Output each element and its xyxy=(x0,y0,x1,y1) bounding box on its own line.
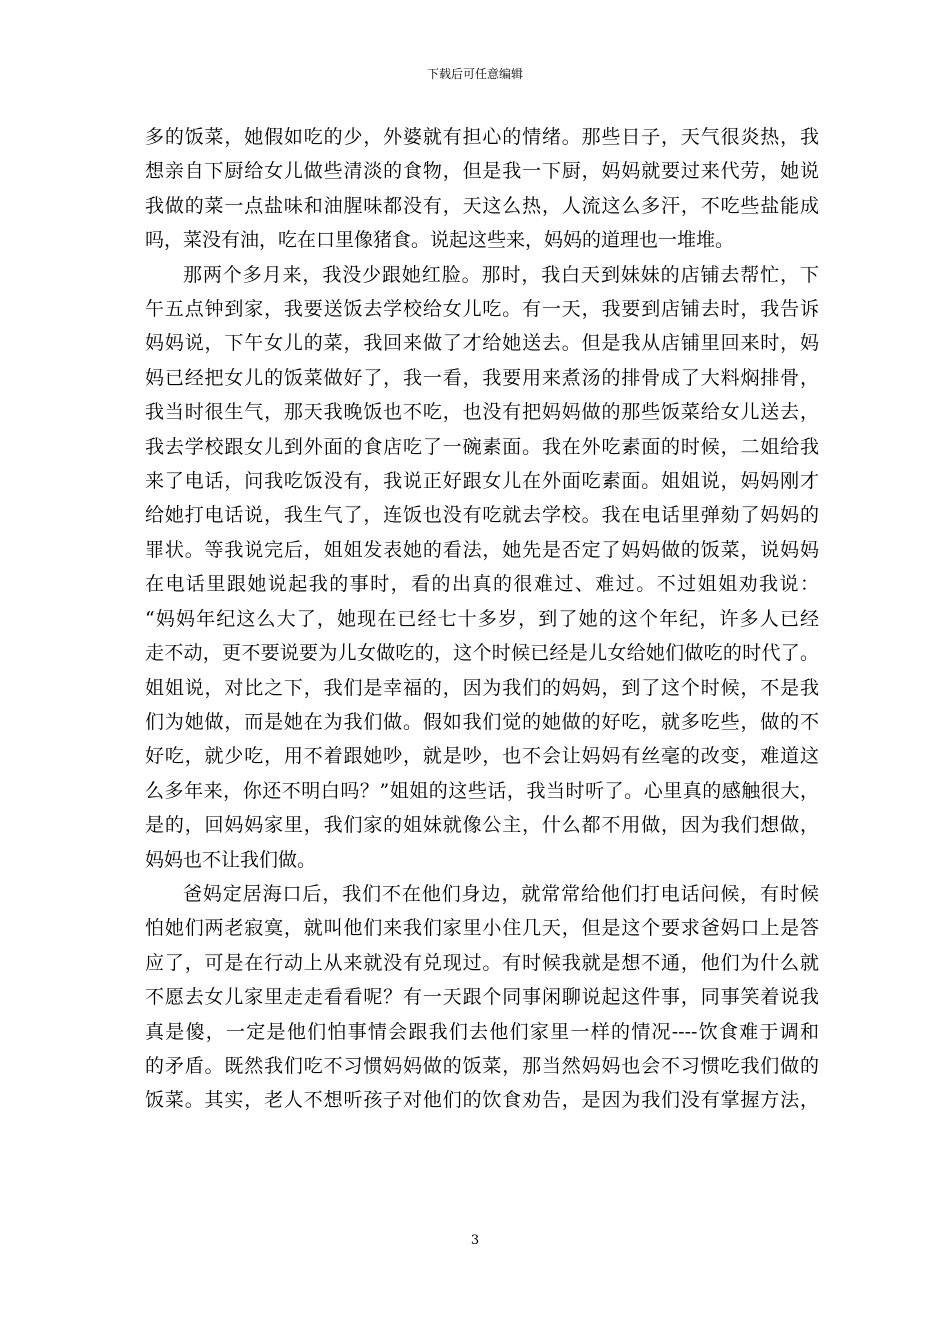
text-line: 是的，回妈妈家里，我们家的姐妹就像公主，什么都不用做，因为我们想做， xyxy=(145,814,819,837)
text-line: 来了电话，问我吃饭没有，我说正好跟女儿在外面吃素面。姐姐说，妈妈刚才 xyxy=(145,470,819,493)
text-line: 我当时很生气，那天我晚饭也不吃，也没有把妈妈做的那些饭菜给女儿送去， xyxy=(145,401,819,424)
text-line: 那两个多月来，我没少跟她红脸。那时，我白天到妹妹的店铺去帮忙，下 xyxy=(183,263,819,286)
text-line: 好吃，就少吃，用不着跟她吵，就是吵，也不会让妈妈有丝毫的改变，难道这 xyxy=(145,745,819,768)
paragraph-1 xyxy=(145,120,819,258)
paragraph-2 xyxy=(145,258,819,877)
text-line: 我去学校跟女儿到外面的食店吃了一碗素面。我在外吃素面的时候，二姐给我 xyxy=(145,435,819,458)
text-line: 妈妈说，下午女儿的菜，我回来做了才给她送去。但是我从店铺里回来时，妈 xyxy=(145,332,819,355)
page-number: 3 xyxy=(470,1233,480,1248)
text-line: 饭菜。其实，老人不想听孩子对他们的饮食劝告，是因为我们没有掌握方法， xyxy=(145,1089,819,1112)
text-line: 在电话里跟她说起我的事时，看的出真的很难过、难过。不过姐姐劝我说： xyxy=(145,573,819,596)
text-line: 怕她们两老寂寞，就叫他们来我们家里小住几天，但是这个要求爸妈口上是答 xyxy=(145,917,819,940)
paragraph-3 xyxy=(145,877,819,1118)
body-text xyxy=(145,120,819,1118)
text-line: 不愿去女儿家里走走看看呢？有一天跟个同事闲聊说起这件事，同事笑着说我 xyxy=(145,986,819,1009)
text-line: 的矛盾。既然我们吃不习惯妈妈做的饭菜，那当然妈妈也会不习惯吃我们做的 xyxy=(145,1054,819,1077)
text-line: 我做的菜一点盐味和油腥味都没有，天这么热，人流这么多汗，不吃些盐能成 xyxy=(145,194,819,217)
text-line: 午五点钟到家，我要送饭去学校给女儿吃。有一天，我要到店铺去时，我告诉 xyxy=(145,298,819,321)
text-line: “妈妈年纪这么大了，她现在已经七十多岁，到了她的这个年纪，许多人已经 xyxy=(145,607,819,630)
text-line: 么多年来，你还不明白吗？”姐姐的这些话，我当时听了。心里真的感触很大， xyxy=(145,779,819,802)
text-line: 给她打电话说，我生气了，连饭也没有吃就去学校。我在电话里弹劾了妈妈的 xyxy=(145,504,819,527)
text-line: 罪状。等我说完后，姐姐发表她的看法，她先是否定了妈妈做的饭菜，说妈妈 xyxy=(145,538,819,561)
text-line: 吗，菜没有油，吃在口里像猪食。说起这些来，妈妈的道理也一堆堆。 xyxy=(145,229,735,252)
text-line: 姐姐说，对比之下，我们是幸福的，因为我们的妈妈，到了这个时候，不是我 xyxy=(145,676,819,699)
text-line: 们为她做，而是她在为我们做。假如我们觉的她做的好吃，就多吃些，做的不 xyxy=(145,710,819,733)
text-line: 真是傻，一定是他们怕事情会跟我们去他们家里一样的情况----饮食难于调和 xyxy=(145,1020,819,1043)
text-line: 爸妈定居海口后，我们不在他们身边，就常常给他们打电话问候，有时候 xyxy=(183,882,819,905)
page-header: 下载后可任意编辑 xyxy=(426,67,523,81)
text-line: 想亲自下厨给女儿做些清淡的食物，但是我一下厨，妈妈就要过来代劳，她说 xyxy=(145,160,819,183)
text-line: 应了，可是在行动上从来就没有兑现过。有时候我就是想不通，他们为什么就 xyxy=(145,951,819,974)
text-line: 妈已经把女儿的饭菜做好了，我一看，我要用来煮汤的排骨成了大料焖排骨， xyxy=(145,366,819,389)
text-line: 多的饭菜，她假如吃的少，外婆就有担心的情绪。那些日子，天气很炎热，我 xyxy=(145,126,819,148)
text-line: 妈妈也不让我们做。 xyxy=(145,848,317,871)
text-line: 走不动，更不要说要为儿女做吃的，这个时候已经是儿女给她们做吃的时代了。 xyxy=(145,642,819,665)
